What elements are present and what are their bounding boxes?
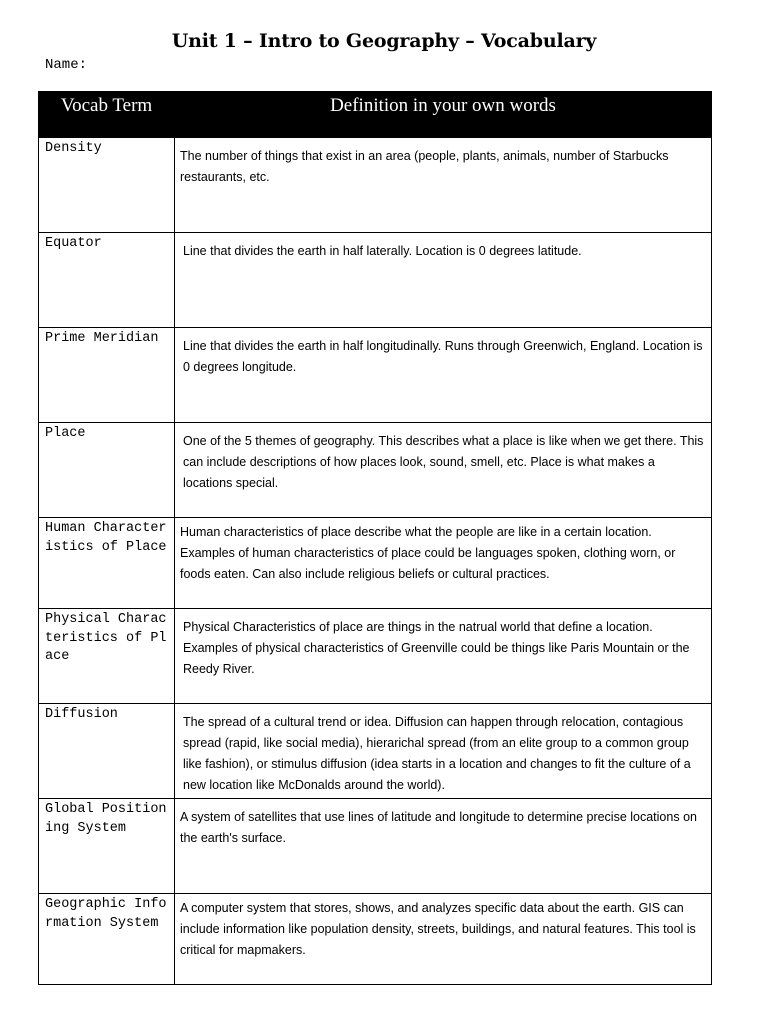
definition-cell: A system of satellites that use lines of latitude and longitude to determine precise locations on the earth's surface. (175, 799, 712, 894)
term-cell: Diffusion (39, 704, 175, 799)
table-header-row (39, 92, 712, 138)
page-title: Unit 1 – Intro to Geography – Vocabulary (171, 30, 597, 52)
table-row (39, 233, 712, 328)
table-row (39, 609, 712, 704)
term-cell: Place (39, 423, 175, 518)
name-label: Name: (45, 57, 88, 73)
term-cell: Prime Meridian (39, 328, 175, 423)
definition-cell: The spread of a cultural trend or idea. Diffusion can happen through relocation, contagious spread (rapid, like social media), hierarichal spread (from an elite group to a common group like fashion), or stimulus diffusion (idea starts in a location and changes to fit the culture of a new location like McDonalds around the world). (175, 704, 712, 799)
term-cell: Density (39, 138, 175, 233)
definition-cell: Human characteristics of place describe what the people are like in a certain location. Examples of human characteristics of place could be languages spoken, clothing worn, or foods eaten. Can also include religious beliefs or cultural practices. (175, 518, 712, 609)
table-row (39, 138, 712, 233)
table-row (39, 518, 712, 609)
table-row (39, 894, 712, 985)
term-cell: Geographic Information System (39, 894, 175, 985)
table-row (39, 799, 712, 894)
definition-cell: Physical Characteristics of place are things in the natrual world that define a location. Examples of physical characteristics of Greenville could be things like Paris Mountain or the Reedy River. (175, 609, 712, 704)
definition-cell: A computer system that stores, shows, and analyzes specific data about the earth. GIS can include information like population density, streets, buildings, and natural features. This tool is critical for mapmakers. (175, 894, 712, 985)
table-row (39, 328, 712, 423)
table-row (39, 704, 712, 799)
term-cell: Human Characteristics of Place (39, 518, 175, 609)
definition-cell: The number of things that exist in an area (people, plants, animals, number of Starbucks restaurants, etc. (175, 138, 712, 233)
header-vocab-term: Vocab Term (39, 92, 175, 138)
term-cell: Equator (39, 233, 175, 328)
term-cell: Global Positioning System (39, 799, 175, 894)
definition-cell: Line that divides the earth in half longitudinally. Runs through Greenwich, England. Location is 0 degrees longitude. (175, 328, 712, 423)
vocab-table (38, 91, 712, 985)
definition-cell: Line that divides the earth in half laterally. Location is 0 degrees latitude. (175, 233, 712, 328)
term-cell: Physical Characteristics of Place (39, 609, 175, 704)
header-definition: Definition in your own words (175, 92, 712, 138)
definition-cell: One of the 5 themes of geography. This describes what a place is like when we get there. This can include descriptions of how places look, sound, smell, etc. Place is what makes a locations special. (175, 423, 712, 518)
table-row (39, 423, 712, 518)
